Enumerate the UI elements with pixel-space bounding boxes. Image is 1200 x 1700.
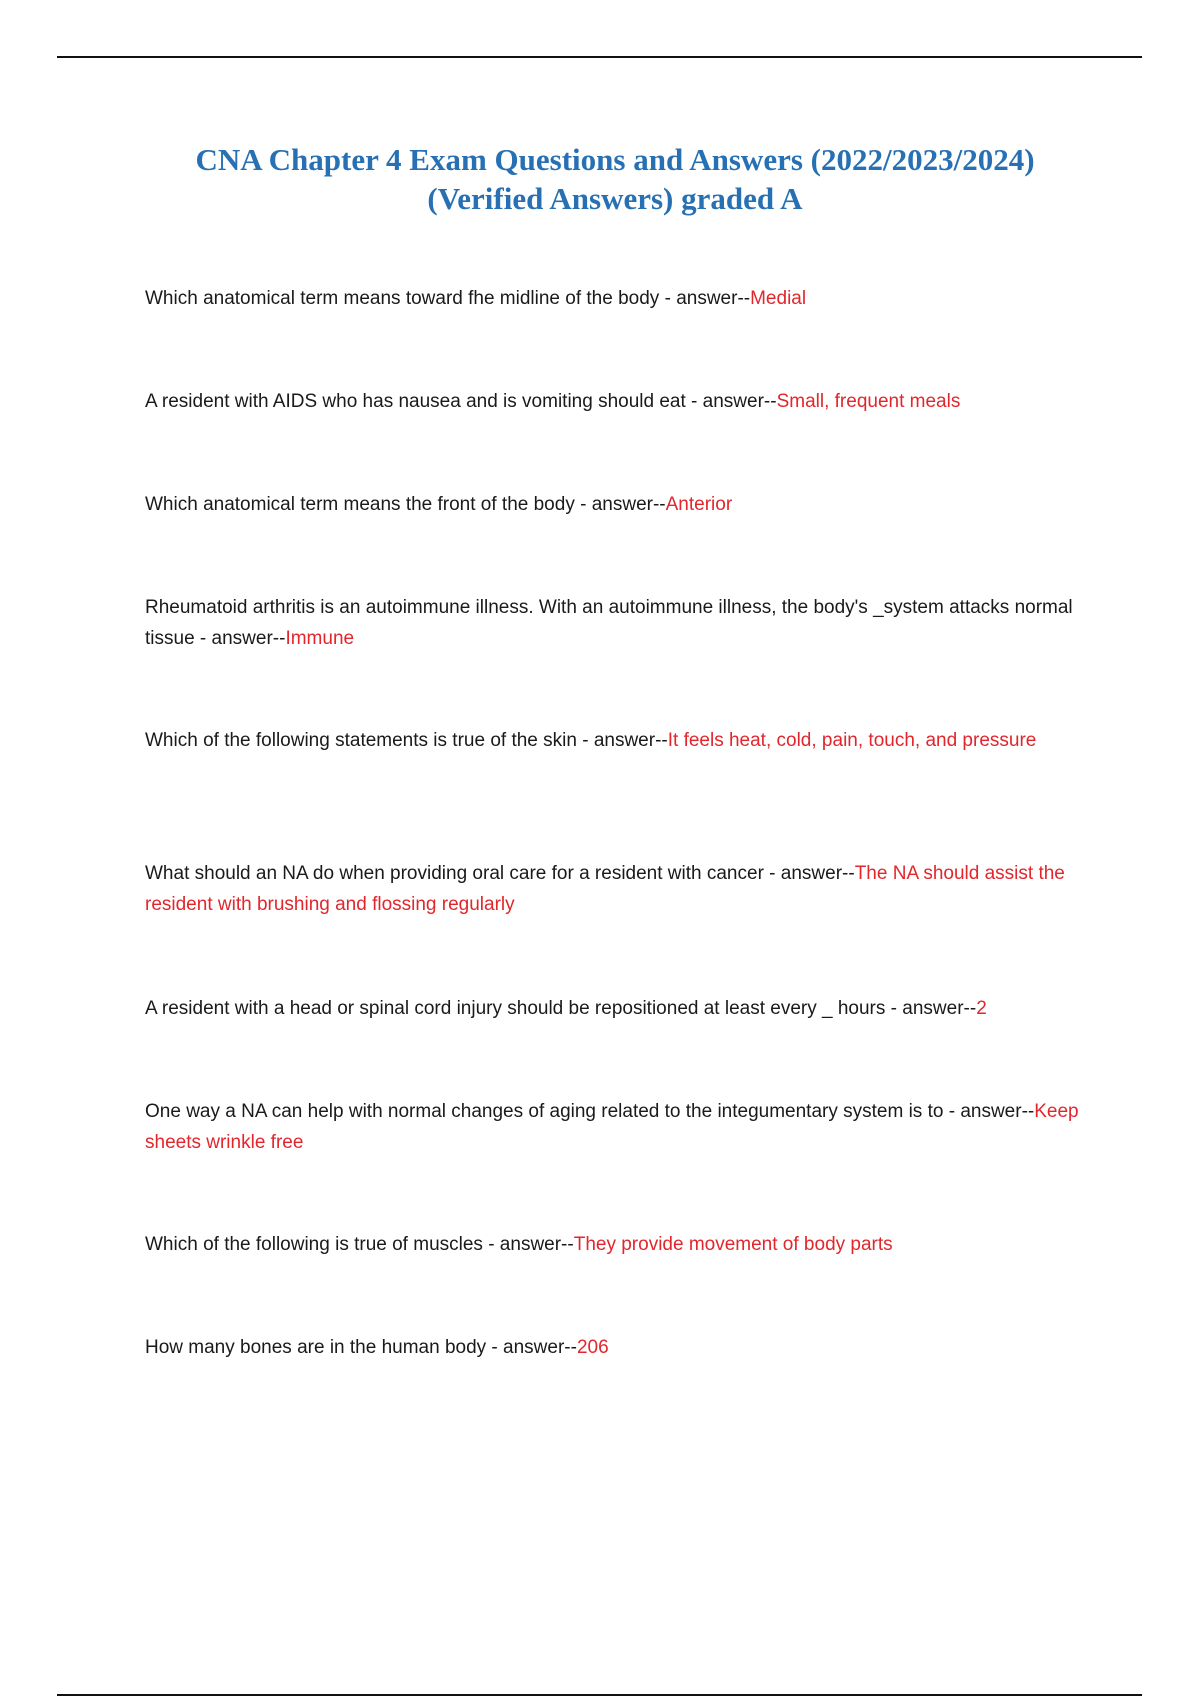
qa-item: [145, 592, 1085, 654]
qa-item: [145, 1096, 1085, 1158]
title-line-2: (Verified Answers) graded A: [427, 181, 803, 216]
question-text: Rheumatoid arthritis is an autoimmune illness. With an autoimmune illness, the body's _system attacks normal tissue: [145, 597, 1073, 649]
qa-item: [145, 1229, 1085, 1260]
question-text: Which of the following statements is true of the skin: [145, 730, 577, 751]
answer-separator: - answer--: [659, 288, 751, 309]
page-title: [100, 140, 1130, 218]
qa-item: [145, 386, 1085, 417]
qa-item: [145, 993, 1085, 1024]
answer-text: Keep sheets wrinkle free: [145, 1101, 1079, 1153]
footer-rule: [57, 1694, 1142, 1696]
answer-separator: - answer--: [685, 391, 777, 412]
answer-separator: - answer--: [943, 1101, 1035, 1122]
qa-item: [145, 489, 1085, 520]
answer-separator: - answer--: [763, 863, 855, 884]
answer-text: Small, frequent meals: [776, 391, 961, 412]
question-text: What should an NA do when providing oral care for a resident with cancer: [145, 863, 764, 884]
answer-text: The NA should assist the resident with brushing and flossing regularly: [145, 863, 1065, 915]
answer-separator: - answer--: [482, 1234, 574, 1255]
answer-text: They provide movement of body parts: [573, 1234, 893, 1255]
qa-item: [145, 1332, 1085, 1363]
question-text: Which anatomical term means toward fhe midline of the body: [145, 288, 660, 309]
answer-text: 2: [976, 998, 987, 1019]
answer-text: It feels heat, cold, pain, touch, and pressure: [667, 730, 1037, 751]
question-text: Which anatomical term means the front of the body: [145, 494, 575, 515]
qa-item: [145, 858, 1085, 920]
answer-separator: - answer--: [574, 494, 666, 515]
answer-text: Anterior: [665, 494, 733, 515]
header-rule: [57, 56, 1142, 58]
question-text: Which of the following is true of muscles: [145, 1234, 483, 1255]
answer-text: Medial: [750, 288, 807, 309]
question-text: One way a NA can help with normal changes of aging related to the integumentary system is to: [145, 1101, 944, 1122]
answer-separator: - answer--: [486, 1337, 577, 1358]
answer-separator: - answer--: [194, 628, 286, 649]
qa-item: [145, 283, 1085, 314]
qa-item: [145, 725, 1085, 756]
question-text: How many bones are in the human body: [145, 1337, 487, 1358]
question-text: A resident with AIDS who has nausea and is vomiting should eat: [145, 391, 686, 412]
answer-text: 206: [576, 1337, 609, 1358]
answer-separator: - answer--: [576, 730, 668, 751]
question-text: A resident with a head or spinal cord injury should be repositioned at least every _ hours: [145, 998, 886, 1019]
answer-separator: - answer--: [885, 998, 977, 1019]
answer-text: Immune: [285, 628, 355, 649]
title-line-1: CNA Chapter 4 Exam Questions and Answers (2022/2023/2024): [195, 142, 1035, 177]
